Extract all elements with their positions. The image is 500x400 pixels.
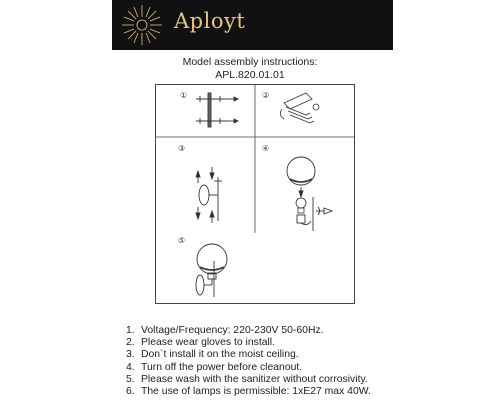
brand-name: Aployt: [174, 9, 246, 33]
step-number: ①: [180, 91, 188, 100]
light-bulb-icon: [296, 198, 306, 213]
assembly-diagram-drawing: [156, 85, 354, 303]
wire-connection-icon: [280, 93, 319, 123]
step-1: [180, 91, 238, 127]
step-number: ⑤: [178, 236, 186, 245]
step-4: [262, 144, 332, 231]
wall-bracket-icon: [196, 167, 222, 223]
step-number: ④: [262, 144, 270, 153]
brand-banner: [112, 0, 393, 50]
assembled-wall-lamp-icon: [196, 244, 227, 297]
instruction-item: 1. Voltage/Frequency: 220-230V 50-60Hz.: [126, 325, 324, 336]
instruction-list: [126, 325, 371, 398]
lamp-holder-icon: [297, 197, 332, 231]
step-3: [178, 144, 222, 223]
instruction-item: 6. The use of lamps is permissible: 1xE27 max 40W.: [126, 386, 371, 398]
step-number: ②: [262, 91, 270, 100]
mounting-screws-icon: [196, 93, 238, 127]
model-code: APL.820.01.01: [215, 69, 285, 81]
step-5: [178, 236, 227, 297]
document-title: Model assembly instructions:: [182, 56, 318, 68]
assembly-diagram: [155, 84, 355, 304]
instruction-item: 5. Please wash with the sanitizer without corrosivity.: [126, 373, 368, 385]
instruction-item: 3. Don`t install it on the moist ceiling.: [126, 349, 299, 361]
step-2: [262, 91, 319, 123]
sunburst-logo-icon: [120, 3, 164, 47]
step-number: ③: [178, 144, 186, 153]
glass-globe-icon: [287, 157, 315, 197]
instruction-item: 4. Turn off the power before cleanout.: [126, 361, 303, 373]
instruction-item: 2. Please wear gloves to install.: [126, 337, 275, 349]
